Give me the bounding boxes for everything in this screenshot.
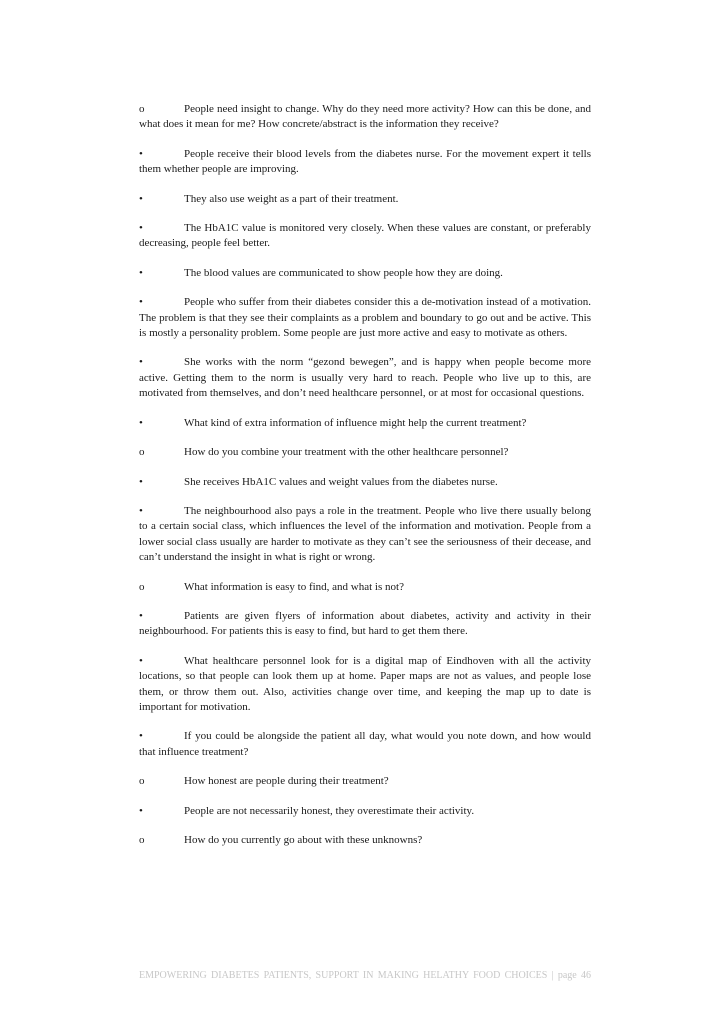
list-item — [139, 580, 591, 595]
list-item — [139, 475, 591, 490]
paragraph-text: They also use weight as a part of their treatment. — [184, 192, 399, 205]
list-marker: • — [139, 654, 143, 667]
page-footer: EMPOWERING DIABETES PATIENTS, SUPPORT IN MAKING HELATHY FOOD CHOICES | page 46 — [139, 970, 591, 981]
paragraph-text: Patients are given flyers of information about diabetes, activity and activity in their neighbourhood. For patients this is easy to find, but hard to get them there. — [139, 609, 591, 638]
list-item — [139, 654, 591, 716]
paragraph-text: She receives HbA1C values and weight values from the diabetes nurse. — [184, 475, 498, 488]
list-marker: • — [139, 296, 143, 309]
list-item — [139, 609, 591, 640]
paragraph-text: If you could be alongside the patient all day, what would you note down, and how would that influence treatment? — [139, 730, 591, 758]
paragraph-text: People are not necessarily honest, they overestimate their activity. — [184, 804, 475, 817]
list-marker: • — [139, 416, 143, 429]
list-marker: • — [139, 730, 143, 743]
list-marker: • — [139, 192, 143, 205]
list-item — [139, 102, 591, 133]
list-item — [139, 804, 591, 819]
paragraph-text: People who suffer from their diabetes consider this a de-motivation instead of a motivation. The problem is that they see their complaints as a problem and boundary to go out and be active. This is mostly a personality problem. Some people are just more active and easy to motivate as others. — [139, 296, 591, 340]
list-marker: • — [139, 222, 143, 235]
list-marker: • — [139, 609, 143, 622]
list-item — [139, 445, 591, 460]
paragraph-text: How honest are people during their treatment? — [184, 775, 389, 788]
paragraph-text: What kind of extra information of influence might help the current treatment? — [184, 416, 527, 429]
list-marker: • — [139, 504, 143, 517]
list-item — [139, 295, 591, 341]
paragraph-text: People receive their blood levels from the diabetes nurse. For the movement expert it tells them whether people are improving. — [139, 147, 591, 176]
list-item — [139, 504, 591, 566]
list-marker: • — [139, 804, 143, 817]
list-marker: • — [139, 475, 143, 488]
list-item — [139, 729, 591, 760]
paragraph-text: People need insight to change. Why do they need more activity? How can this be done, and what does it mean for me? How concrete/abstract is the information they receive? — [139, 103, 591, 131]
paragraph-text: The HbA1C value is monitored very closely. When these values are constant, or preferably decreasing, people feel better. — [139, 222, 591, 250]
list-item — [139, 221, 591, 252]
list-marker: o — [139, 103, 145, 115]
paragraph-text: How do you combine your treatment with the other healthcare personnel? — [184, 446, 509, 459]
list-item — [139, 774, 591, 789]
paragraph-text: What information is easy to find, and what is not? — [184, 580, 404, 593]
list-item — [139, 192, 591, 207]
list-item — [139, 355, 591, 401]
paragraph-text: How do you currently go about with these unknowns? — [184, 834, 423, 846]
list-item — [139, 266, 591, 281]
interview-notes — [139, 102, 591, 862]
paragraph-text: What healthcare personnel look for is a digital map of Eindhoven with all the activity locations, so that people can look them up at home. Paper maps are not as values, and people lose them, or throw them out. Also, activities change over time, and keeping the map up to date is important for motivation. — [139, 654, 591, 713]
list-marker: • — [139, 266, 143, 279]
list-item — [139, 416, 591, 431]
list-item — [139, 147, 591, 178]
list-marker: o — [139, 775, 145, 788]
list-marker: • — [139, 147, 143, 160]
list-marker: o — [139, 446, 145, 459]
paragraph-text: She works with the norm “gezond bewegen”, and is happy when people become more active. Getting them to the norm is usually very hard to reach. People who live up to this, are motivated from themselves, and don’t need healthcare personnel, or at most for occasional questions. — [139, 356, 591, 400]
paragraph-text: The neighbourhood also pays a role in the treatment. People who live there usually belong to a certain social class, which influences the level of the information and motivation. People from a lower social class usually are harder to motivate as they can’t see the seriousness of their decease, and can’t understand the insight in what is right or wrong. — [139, 504, 591, 564]
list-marker: o — [139, 834, 145, 846]
list-marker: o — [139, 580, 145, 593]
list-item — [139, 833, 591, 848]
list-marker: • — [139, 356, 143, 369]
paragraph-text: The blood values are communicated to show people how they are doing. — [184, 266, 503, 279]
